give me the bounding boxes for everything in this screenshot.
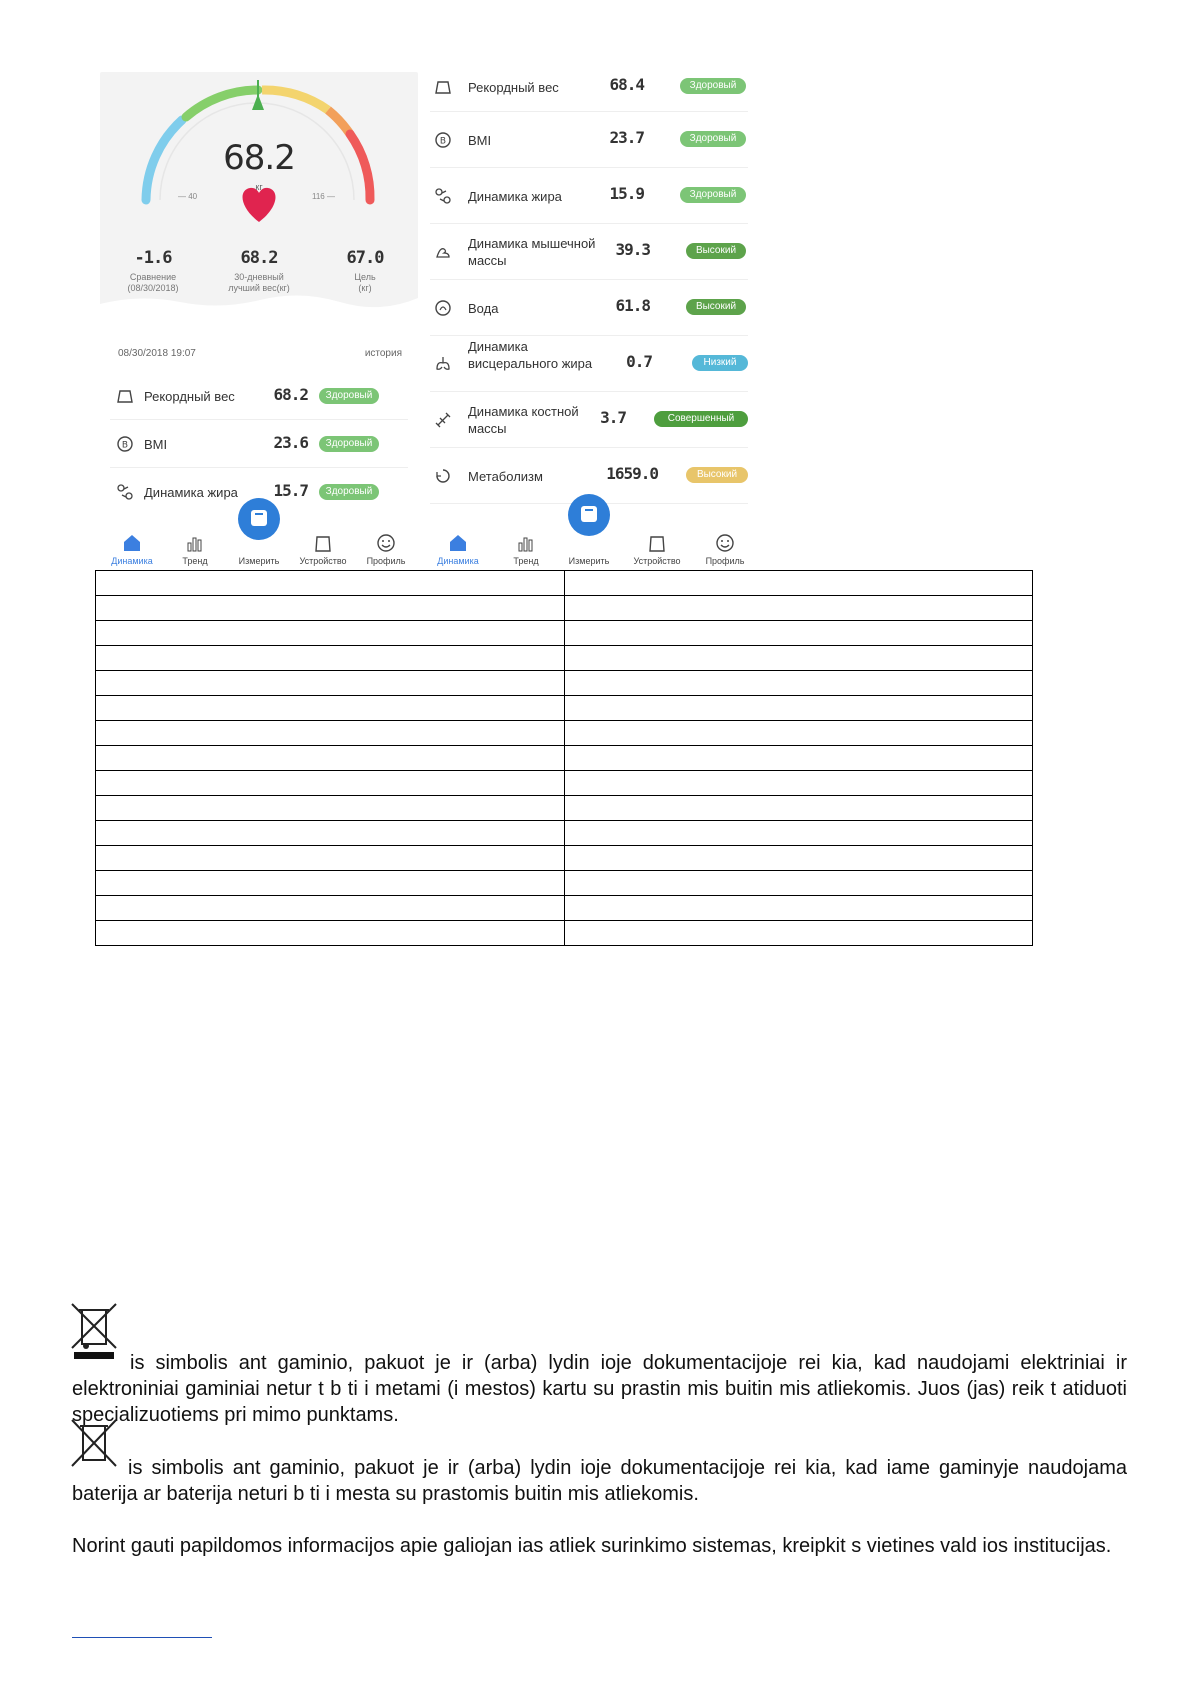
table-row xyxy=(96,746,1033,771)
gauge-arc-orange xyxy=(328,110,350,134)
right-app-screen xyxy=(426,60,752,570)
metric-value: 23.7 xyxy=(609,128,644,147)
weee-paragraph-3: Norint gauti papildomos informacijos apie galiojan ias atliek surinkimo sistemas, kreipkit s vietines vald ios institucijas. xyxy=(72,1535,1112,1557)
metric-label: Рекордный вес xyxy=(144,389,235,404)
metric-label: Рекордный вес xyxy=(468,80,559,95)
table-cell xyxy=(96,571,565,596)
table-cell xyxy=(96,671,565,696)
table-cell xyxy=(96,746,565,771)
measure-button[interactable] xyxy=(568,494,610,536)
smiley-icon xyxy=(714,532,736,554)
status-badge: Низкий xyxy=(692,355,748,371)
scale-icon xyxy=(251,510,267,526)
table-cell xyxy=(96,796,565,821)
table-row xyxy=(96,921,1033,946)
heart-icon xyxy=(243,188,276,222)
metric-label: Динамика мышечной массы xyxy=(468,236,596,268)
metric-value: 3.7 xyxy=(600,408,626,427)
weee-paragraph-1: is simbolis ant gaminio, pakuot je ir (arba) lydin ioje dokumentacijoje rei kia, kad naudojami elektriniai ir elektroniniai gaminiai netur t b ti i metami (i mestos) kartu su prastin mis buitin mis atliekomis. Juos (jas) reik t atiduoti specializuotiems pri mimo punktams. xyxy=(72,1352,1127,1426)
metric-value: 68.2 xyxy=(273,385,308,404)
table-cell xyxy=(564,696,1033,721)
muscle-icon xyxy=(434,243,452,261)
table-cell xyxy=(564,821,1033,846)
table-row xyxy=(96,796,1033,821)
device-icon xyxy=(312,532,334,554)
metric-row[interactable] xyxy=(430,392,748,448)
best-weight-stat xyxy=(209,248,309,294)
tab-device[interactable] xyxy=(293,532,353,566)
metric-row[interactable] xyxy=(430,112,748,168)
best-weight-value: 68.2 xyxy=(240,248,278,268)
table-cell xyxy=(564,621,1033,646)
tab-label: Тренд xyxy=(182,556,208,566)
status-badge: Здоровый xyxy=(680,187,746,203)
tab-label: Измерить xyxy=(568,556,610,566)
tab-label: Устройство xyxy=(299,556,347,566)
comparison-value: -1.6 xyxy=(134,248,172,268)
metric-row[interactable] xyxy=(110,372,408,420)
scale-icon xyxy=(581,506,597,522)
bmi-icon xyxy=(116,435,134,453)
table-row xyxy=(96,721,1033,746)
metric-value: 68.4 xyxy=(609,75,644,94)
status-badge: Высокий xyxy=(686,299,746,315)
metric-row[interactable] xyxy=(430,168,748,224)
table-cell xyxy=(564,671,1033,696)
table-row xyxy=(96,846,1033,871)
metric-value: 1659.0 xyxy=(606,464,658,483)
metric-label: Динамика костной массы xyxy=(468,404,579,436)
table-cell xyxy=(96,721,565,746)
status-badge: Совершенный xyxy=(654,411,748,427)
table-cell xyxy=(564,871,1033,896)
smiley-icon xyxy=(375,532,397,554)
weee-paragraph-2: is simbolis ant gaminio, pakuot je ir (arba) lydin ioje dokumentacijoje rei kia, kad iame gaminyje naudojama baterija ar baterija neturi b ti i mesta su prastomis buitin mis atliekomis. xyxy=(72,1457,1127,1505)
tab-trend[interactable] xyxy=(496,532,556,566)
gauge-max-label: 116 — xyxy=(312,192,335,201)
bar-chart-icon xyxy=(184,532,206,554)
tab-measure[interactable] xyxy=(559,554,619,566)
comparison-stat xyxy=(103,248,203,294)
tab-profile[interactable] xyxy=(695,532,752,566)
table-cell xyxy=(564,796,1033,821)
comparison-label-2: (08/30/2018) xyxy=(127,283,179,293)
metric-label: Динамика висцерального жира xyxy=(468,339,593,371)
tab-dynamics[interactable] xyxy=(428,532,488,566)
weight-icon xyxy=(434,78,452,96)
tab-profile[interactable] xyxy=(356,532,416,566)
metric-value: 15.9 xyxy=(609,184,644,203)
status-badge: Высокий xyxy=(686,467,748,483)
table-cell xyxy=(96,821,565,846)
metric-label: Динамика жира xyxy=(144,485,238,500)
svg-text:B: B xyxy=(439,136,447,147)
table-cell xyxy=(96,871,565,896)
bmi-icon xyxy=(434,131,452,149)
status-badge: Здоровый xyxy=(319,388,379,404)
bottom-tab-bar xyxy=(100,512,418,570)
fat-icon xyxy=(116,483,134,501)
tab-label: Измерить xyxy=(238,556,280,566)
table-cell xyxy=(564,646,1033,671)
status-badge: Здоровый xyxy=(680,78,746,94)
bar-chart-icon xyxy=(515,532,537,554)
metric-row[interactable] xyxy=(110,420,408,468)
table-cell xyxy=(564,846,1033,871)
tab-label: Динамика xyxy=(111,556,153,566)
visceral-fat-icon xyxy=(434,355,452,373)
table-row xyxy=(96,771,1033,796)
status-badge: Здоровый xyxy=(680,131,746,147)
tab-dynamics[interactable] xyxy=(102,532,162,566)
metric-value: 61.8 xyxy=(615,296,650,315)
status-badge: Здоровый xyxy=(319,484,379,500)
table-cell xyxy=(96,896,565,921)
tab-label: Динамика xyxy=(437,556,479,566)
bottom-tab-bar xyxy=(426,512,752,570)
goal-label-2: (кг) xyxy=(358,283,372,293)
tab-label: Профиль xyxy=(366,556,406,566)
table-row xyxy=(96,621,1033,646)
table-cell xyxy=(96,921,565,946)
table-cell xyxy=(564,571,1033,596)
table-cell xyxy=(96,696,565,721)
measurement-date: 08/30/2018 19:07 xyxy=(118,348,196,359)
best-weight-label-2: лучший вес(кг) xyxy=(228,283,290,293)
table-cell xyxy=(96,846,565,871)
table-cell xyxy=(96,621,565,646)
tab-label: Тренд xyxy=(513,556,539,566)
tab-measure[interactable] xyxy=(229,554,289,566)
table-row xyxy=(96,671,1033,696)
status-badge: Высокий xyxy=(686,243,746,259)
table-row xyxy=(96,871,1033,896)
metric-value: 39.3 xyxy=(615,240,650,259)
goal-stat xyxy=(315,248,415,294)
tab-device[interactable] xyxy=(627,532,687,566)
table-row xyxy=(96,696,1033,721)
tab-label: Устройство xyxy=(633,556,681,566)
table-row xyxy=(96,896,1033,921)
metric-label: Вода xyxy=(468,301,499,316)
gauge-min-label: — 40 xyxy=(178,192,198,201)
table-cell xyxy=(564,721,1033,746)
measure-button[interactable] xyxy=(238,498,280,540)
weight-unit: кг xyxy=(255,182,263,192)
home-icon xyxy=(121,532,143,554)
metric-label: Динамика жира xyxy=(468,189,562,204)
metric-label: Метаболизм xyxy=(468,469,543,484)
table-row xyxy=(96,596,1033,621)
table-cell xyxy=(96,771,565,796)
bone-icon xyxy=(434,411,452,429)
table-cell xyxy=(564,596,1033,621)
table-cell xyxy=(564,771,1033,796)
metric-value: 23.6 xyxy=(273,433,308,452)
metric-value: 0.7 xyxy=(626,352,652,371)
table-cell xyxy=(564,746,1033,771)
left-app-screen xyxy=(100,72,418,570)
device-icon xyxy=(646,532,668,554)
home-icon xyxy=(447,532,469,554)
tab-label: Профиль xyxy=(705,556,745,566)
status-badge: Здоровый xyxy=(319,436,379,452)
table-cell xyxy=(96,596,565,621)
metric-label: BMI xyxy=(468,133,492,148)
tab-trend[interactable] xyxy=(165,532,225,566)
svg-text:B: B xyxy=(121,440,129,451)
empty-table xyxy=(95,570,1033,946)
table-row xyxy=(96,646,1033,671)
table-cell xyxy=(564,921,1033,946)
metric-row[interactable] xyxy=(430,280,748,336)
metric-value: 15.7 xyxy=(273,481,308,500)
table-cell xyxy=(564,896,1033,921)
water-icon xyxy=(434,299,452,317)
footer-divider xyxy=(72,1637,212,1638)
fat-icon xyxy=(434,187,452,205)
best-weight-label-1: 30-дневный xyxy=(234,272,284,282)
table-row xyxy=(96,571,1033,596)
weight-gauge-card xyxy=(100,72,418,322)
table-row xyxy=(96,821,1033,846)
metric-row[interactable] xyxy=(430,62,748,112)
history-link[interactable]: история xyxy=(364,348,402,359)
weight-icon xyxy=(116,387,134,405)
metabolism-icon xyxy=(434,467,452,485)
metric-label: BMI xyxy=(144,437,168,452)
comparison-label-1: Сравнение xyxy=(129,272,177,282)
table-cell xyxy=(96,646,565,671)
gauge-arc-yellow xyxy=(262,90,328,110)
metric-row[interactable] xyxy=(430,224,748,280)
current-weight-value: 68.2 xyxy=(223,138,295,178)
goal-label-1: Цель xyxy=(354,272,376,282)
metric-row[interactable] xyxy=(430,336,748,392)
goal-value: 67.0 xyxy=(346,248,384,268)
